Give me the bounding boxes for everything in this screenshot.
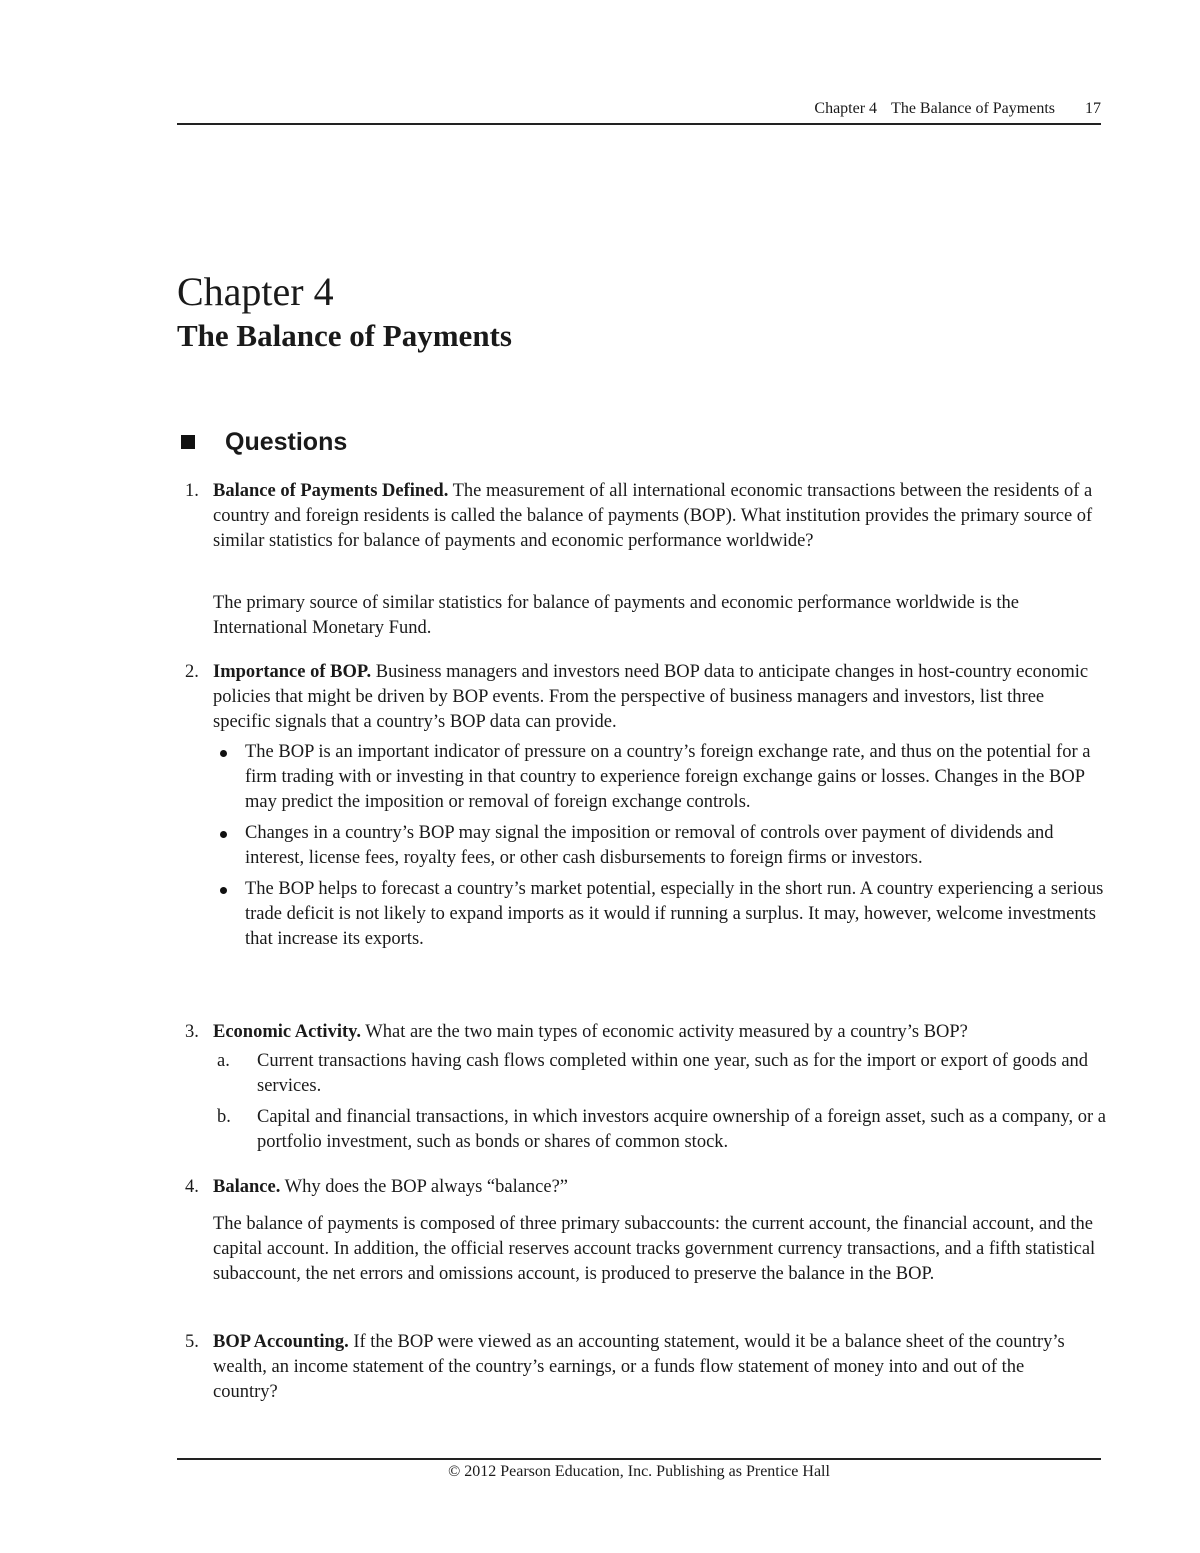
list-item-text: The BOP is an important indicator of pressure on a country’s foreign exchange rate, and thus on the potential for a firm trading with or investing in that country to experience foreign exchange gains or losses. Changes in the BOP may predict the imposition or removal of foreign exchange controls. <box>245 742 1091 812</box>
question-5 <box>185 1330 1085 1405</box>
answer-4: The balance of payments is composed of three primary subaccounts: the current account, the financial account, and the capital account. In addition, the official reserves account tracks government currency transactions, and a fifth statistical subaccount, the net errors and omissions account, is produced to preserve the balance in the BOP. <box>213 1214 1096 1284</box>
question-body: Why does the BOP always “balance?” <box>280 1177 569 1197</box>
footer-rule <box>177 1458 1101 1460</box>
question-3 <box>185 1020 1100 1045</box>
list-marker: a. <box>217 1051 230 1071</box>
chapter-number: Chapter 4 <box>177 269 334 314</box>
question-lead: Balance of Payments Defined. <box>213 481 449 501</box>
question-number: 5. <box>185 1332 199 1352</box>
question-text <box>213 660 1100 735</box>
question-text <box>213 1175 1100 1200</box>
bullet-icon <box>220 887 227 894</box>
question-number: 2. <box>185 662 199 682</box>
list-marker: b. <box>217 1107 231 1127</box>
header-rule <box>177 123 1101 125</box>
header-chapter-label: Chapter 4 <box>814 100 878 117</box>
question-number: 4. <box>185 1177 199 1197</box>
list-item-text: The BOP helps to forecast a country’s market potential, especially in the short run. A country experiencing a serious trade deficit is not likely to expand imports as it would if running a surplus. It may, however, welcome investments that increase its exports. <box>245 879 1104 949</box>
question-lead: BOP Accounting. <box>213 1332 349 1352</box>
list-item <box>217 877 1107 952</box>
question-body: The measurement of all international economic transactions between the residents of a country and foreign residents is called the balance of payments (BOP). What institution provides the primary source of similar statistics for balance of payments and economic performance worldwide? <box>213 481 1093 551</box>
question-lead: Importance of BOP. <box>213 662 372 682</box>
question-1 <box>185 479 1100 554</box>
question-number: 1. <box>185 481 199 501</box>
activity-list <box>217 1049 1107 1161</box>
square-bullet-icon <box>181 435 195 449</box>
signal-list <box>217 740 1107 958</box>
question-text <box>213 479 1100 554</box>
question-body: What are the two main types of economic activity measured by a country’s BOP? <box>360 1022 968 1042</box>
section-label: Questions <box>225 427 348 456</box>
header-page-number: 17 <box>1085 100 1101 117</box>
list-item-text: Current transactions having cash flows completed within one year, such as for the import or export of goods and services. <box>257 1051 1089 1096</box>
question-body: Business managers and investors need BOP data to anticipate changes in host-country economic policies that might be driven by BOP events. From the perspective of business managers and investors, list three specific signals that a country’s BOP data can provide. <box>213 662 1089 732</box>
list-item-text: Changes in a country’s BOP may signal the imposition or removal of controls over payment of dividends and interest, license fees, royalty fees, or other cash disbursements to foreign firms or investors. <box>245 823 1054 868</box>
list-item <box>217 1049 1107 1099</box>
footer-copyright: © 2012 Pearson Education, Inc. Publishing as Prentice Hall <box>448 1463 830 1480</box>
question-number: 3. <box>185 1022 199 1042</box>
running-header <box>177 100 1101 122</box>
list-item <box>217 821 1107 871</box>
question-text <box>213 1020 1100 1045</box>
bullet-icon <box>220 750 227 757</box>
header-chapter-title: The Balance of Payments <box>891 100 1055 117</box>
chapter-title: The Balance of Payments <box>177 318 512 353</box>
question-lead: Balance. <box>213 1177 281 1197</box>
question-lead: Economic Activity. <box>213 1022 361 1042</box>
list-item-text: Capital and financial transactions, in which investors acquire ownership of a foreign asset, such as a company, or a portfolio investment, such as bonds or shares of common stock. <box>257 1107 1107 1152</box>
list-item <box>217 1105 1107 1155</box>
question-body: If the BOP were viewed as an accounting statement, would it be a balance sheet of the country’s wealth, an income statement of the country’s earnings, or a funds flow statement of money into and out of the country? <box>213 1332 1065 1402</box>
answer-1: The primary source of similar statistics for balance of payments and economic performance worldwide is the International Monetary Fund. <box>213 593 1020 638</box>
section-heading <box>177 425 347 459</box>
bullet-icon <box>220 831 227 838</box>
question-text <box>213 1330 1085 1405</box>
question-4 <box>185 1175 1100 1200</box>
list-item <box>217 740 1107 815</box>
question-2 <box>185 660 1100 735</box>
